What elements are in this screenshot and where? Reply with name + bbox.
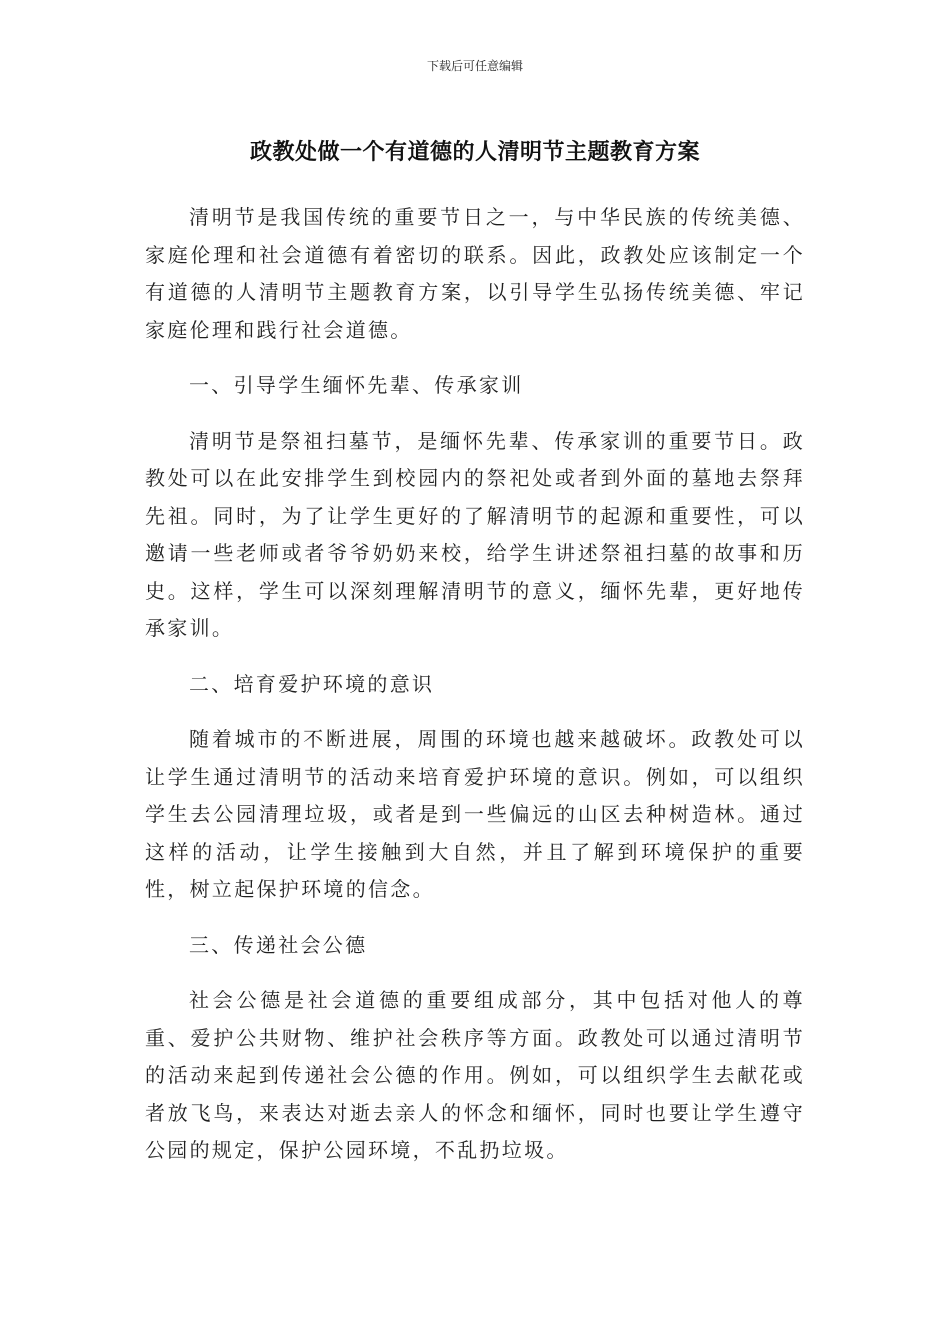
page-header-note: 下载后可任意编辑 <box>426 59 523 73</box>
document-title: 政教处做一个有道德的人清明节主题教育方案 <box>249 140 700 165</box>
intro-paragraph: 清明节是我国传统的重要节日之一，与中华民族的传统美德、家庭伦理和社会道德有着密切的联系。因此，政教处应该制定一个有道德的人清明节主题教育方案，以引导学生弘扬传统美德、牢记家庭伦理和践行社会道德。 <box>145 205 805 342</box>
document-body <box>145 199 805 1170</box>
section-3-heading: 三、传递社会公德 <box>189 932 368 957</box>
section-3-body: 社会公德是社会道德的重要组成部分，其中包括对他人的尊重、爱护公共财物、维护社会秩序等方面。政教处可以通过清明节的活动来起到传递社会公德的作用。例如，可以组织学生去献花或者放飞鸟，来表达对逝去亲人的怀念和缅怀，同时也要让学生遵守公园的规定，保护公园环境，不乱扔垃圾。 <box>145 988 805 1162</box>
section-2-heading: 二、培育爱护环境的意识 <box>189 671 435 696</box>
section-1-heading: 一、引导学生缅怀先辈、传承家训 <box>189 373 524 397</box>
section-1-body: 清明节是祭祖扫墓节，是缅怀先辈、传承家训的重要节日。政教处可以在此安排学生到校园内的祭祀处或者到外面的墓地去祭拜先祖。同时，为了让学生更好的了解清明节的起源和重要性，可以邀请一些老师或者爷爷奶奶来校，给学生讲述祭祖扫墓的故事和历史。这样，学生可以深刻理解清明节的意义，缅怀先辈，更好地传承家训。 <box>145 428 805 640</box>
section-2-body: 随着城市的不断进展，周围的环境也越来越破坏。政教处可以让学生通过清明节的活动来培育爱护环境的意识。例如，可以组织学生去公园清理垃圾，或者是到一些偏远的山区去种树造林。通过这样的活动，让学生接触到大自然，并且了解到环境保护的重要性，树立起保护环境的信念。 <box>145 727 805 901</box>
